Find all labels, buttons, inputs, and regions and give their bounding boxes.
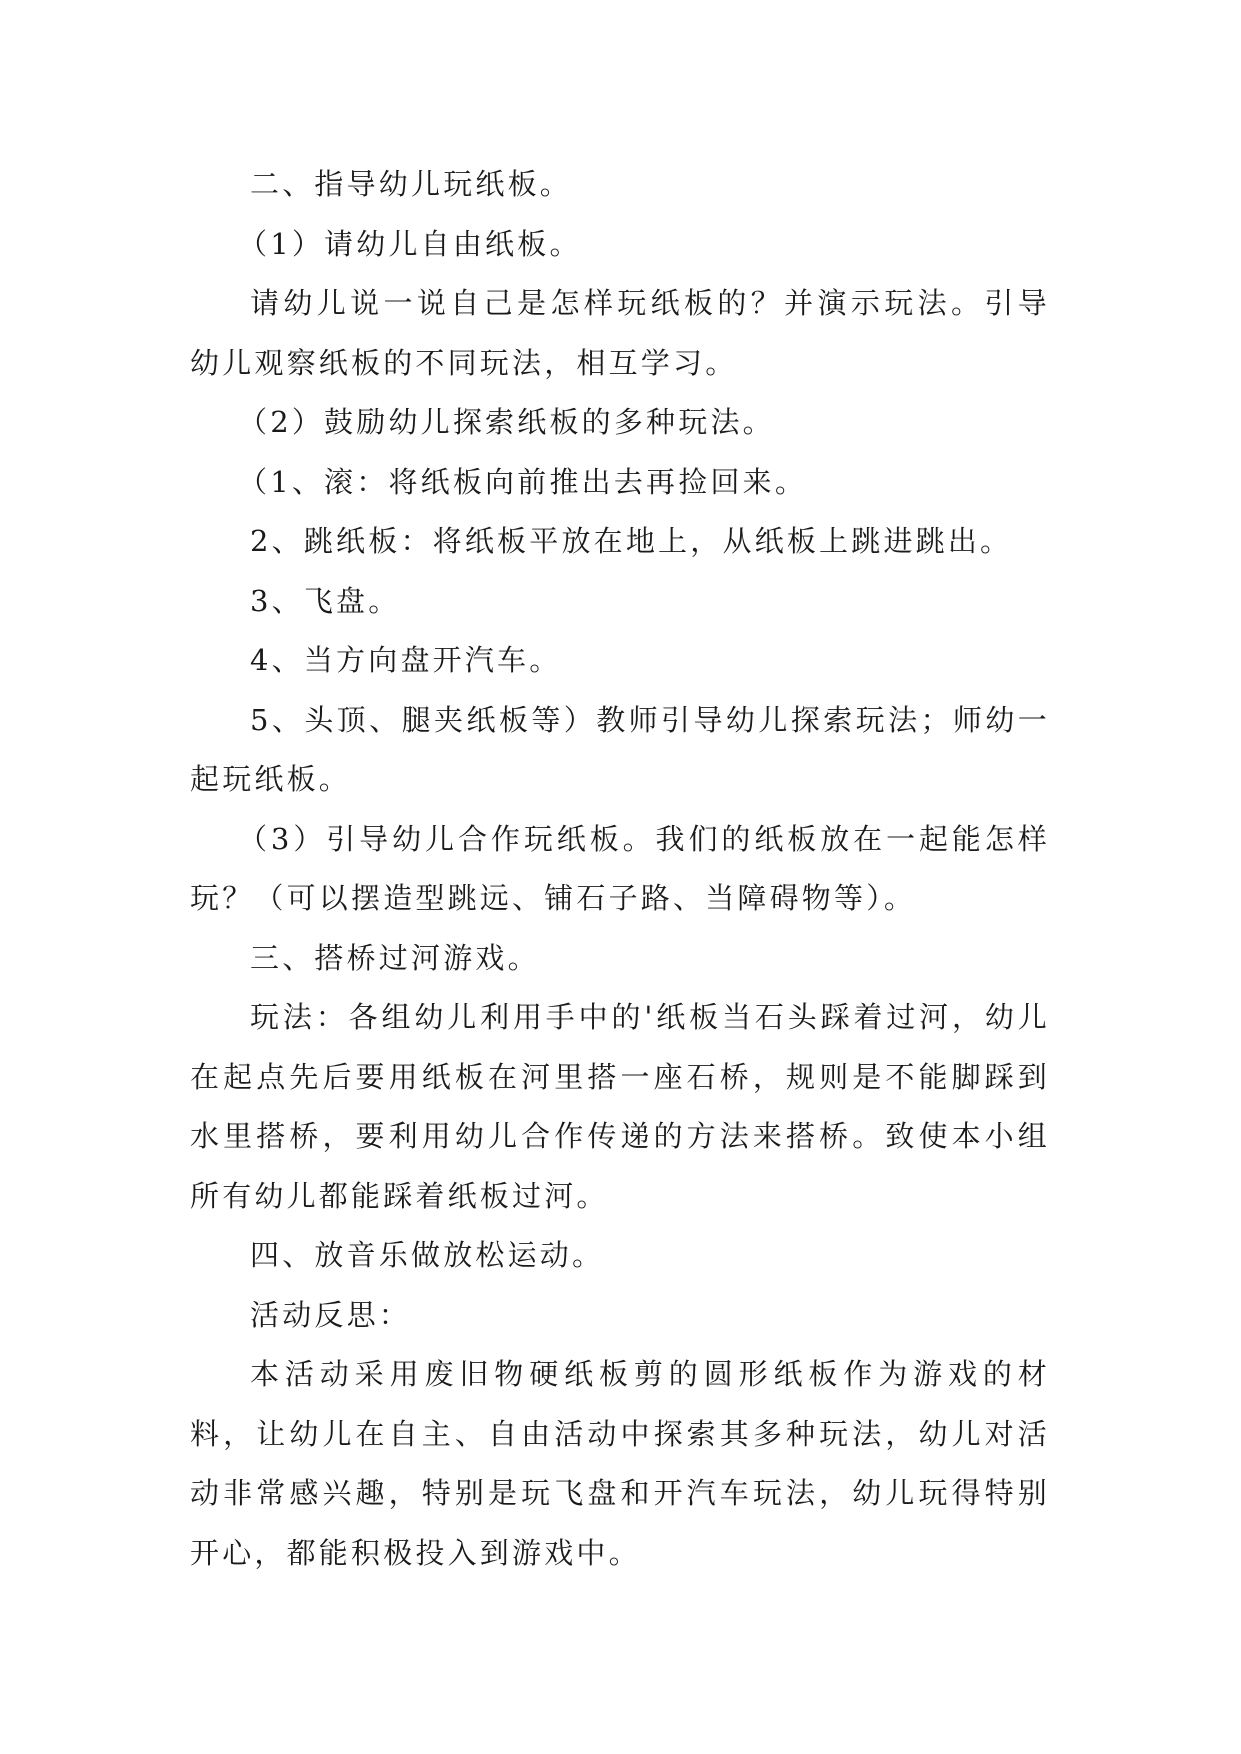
play-method-1: （1、滚：将纸板向前推出去再捡回来。 [238,464,808,499]
step-1-heading: （1）请幼儿自由纸板。 [238,226,582,261]
step-3-text: （3）引导幼儿合作玩纸板。我们的纸板放在一起能怎样玩？（可以摆造型跳远、铺石子路、当障碍物等）。 [190,821,1050,915]
play-method-3: 3、飞盘。 [250,583,401,618]
play-method-5: 5、头顶、腿夹纸板等）教师引导幼儿探索玩法；师幼一起玩纸板。 [190,702,1050,796]
step-2-heading: （2）鼓励幼儿探索纸板的多种玩法。 [238,405,775,439]
reflection-heading: 活动反思： [250,1297,412,1332]
play-method-4: 4、当方向盘开汽车。 [250,643,562,677]
reflection-text: 本活动采用废旧物硬纸板剪的圆形纸板作为游戏的材料，让幼儿在自主、自由活动中探索其多种玩法，幼儿对活动非常感兴趣，特别是玩飞盘和开汽车玩法，幼儿玩得特别开心，都能积极投入到游戏中。 [190,1357,1050,1570]
game-rules-text: 玩法：各组幼儿利用手中的'纸板当石头踩着过河，幼儿在起点先后要用纸板在河里搭一座石桥，规则是不能脚踩到水里搭桥，要利用幼儿合作传递的方法来搭桥。致使本小组所有幼儿都能踩着纸板过河。 [190,1000,1050,1213]
play-method-2: 2、跳纸板：将纸板平放在地上，从纸板上跳进跳出。 [250,524,1013,558]
section-heading-3: 三、搭桥过河游戏。 [250,940,540,975]
section-heading-4: 四、放音乐做放松运动。 [250,1238,605,1272]
section-heading-2: 二、指导幼儿玩纸板。 [250,167,573,201]
document-body [190,155,1050,1583]
step-1-text: 请幼儿说一说自己是怎样玩纸板的？并演示玩法。引导幼儿观察纸板的不同玩法，相互学习。 [190,286,1050,380]
